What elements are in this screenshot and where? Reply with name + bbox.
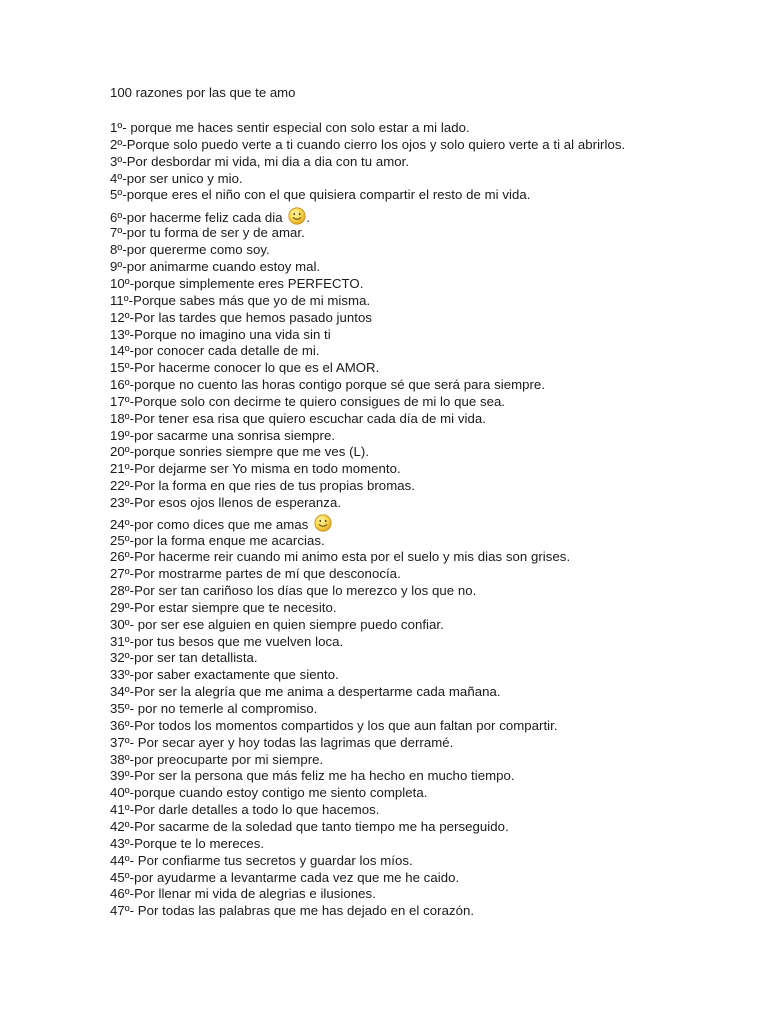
reason-text: 42º-Por sacarme de la soledad que tanto tiempo me ha perseguido.: [110, 818, 509, 834]
reason-text: 33º-por saber exactamente que siento.: [110, 667, 339, 683]
reason-line: [110, 902, 474, 919]
reason-line: [110, 494, 341, 511]
reason-text: 21º-Por dejarme ser Yo misma en todo momento.: [110, 461, 401, 477]
reason-line: [110, 514, 332, 533]
reason-line: [110, 170, 243, 187]
reason-line: [110, 207, 310, 226]
reason-text: 31º-por tus besos que me vuelven loca.: [110, 633, 344, 649]
reason-suffix: .: [306, 209, 311, 225]
reason-line: [110, 275, 363, 292]
reason-text: 22º-Por la forma en que ries de tus propias bromas.: [110, 478, 415, 494]
reason-text: 29º-Por estar siempre que te necesito.: [110, 599, 337, 615]
reason-line: [110, 258, 320, 275]
reason-text: 32º-por ser tan detallista.: [110, 650, 258, 666]
reason-text: 10º-porque simplemente eres PERFECTO.: [110, 275, 364, 291]
reason-line: [110, 885, 376, 902]
reason-line: [110, 153, 409, 170]
reason-line: [110, 751, 323, 768]
reason-line: [110, 767, 515, 784]
smiley-face-icon: [314, 514, 332, 532]
reason-line: [110, 582, 476, 599]
reason-text: 35º- por no temerle al compromiso.: [110, 701, 318, 716]
reason-text: 23º-Por esos ojos llenos de esperanza.: [110, 495, 342, 510]
reason-line: [110, 565, 401, 582]
reason-line: [110, 326, 331, 343]
reason-text: 11º-Porque sabes más que yo de mi misma.: [110, 292, 371, 308]
reason-text: 30º- por ser ese alguien en quien siempre puedo confiar.: [110, 616, 444, 632]
reason-text: 14º-por conocer cada detalle de mi.: [110, 343, 320, 359]
reason-line: [110, 309, 372, 326]
reason-text: 5º-porque eres el niño con el que quisiera compartir el resto de mi vida.: [110, 187, 531, 203]
reason-line: [110, 359, 379, 376]
reason-text: 20º-porque sonries siempre que me ves (L).: [110, 444, 370, 460]
reason-text: 8º-por quererme como soy.: [110, 242, 270, 258]
reason-text: 38º-por preocuparte por mi siempre.: [110, 751, 324, 767]
reason-text: 47º- Por todas las palabras que me has dejado en el corazón.: [110, 903, 475, 919]
reason-line: [110, 532, 325, 549]
reason-line: [110, 734, 453, 751]
reason-text: 28º-Por ser tan cariñoso los días que lo merezco y los que no.: [110, 583, 477, 599]
reason-text: 19º-por sacarme una sonrisa siempre.: [110, 427, 336, 443]
reason-line: [110, 784, 427, 801]
reason-line: [110, 633, 343, 650]
reason-text: 25º-por la forma enque me acarcias.: [110, 532, 325, 548]
reason-text: 9º-por animarme cuando estoy mal.: [110, 259, 321, 275]
reason-line: [110, 119, 470, 136]
reason-line: [110, 818, 509, 835]
reason-text: 37º- Por secar ayer y hoy todas las lagrimas que derramé.: [110, 734, 454, 750]
reason-line: [110, 666, 339, 683]
reason-line: [110, 186, 530, 203]
reason-line: [110, 649, 258, 666]
reason-line: [110, 616, 444, 633]
reason-text: 34º-Por ser la alegría que me anima a despertarme cada mañana.: [110, 684, 501, 700]
reason-text: 1º- porque me haces sentir especial con solo estar a mi lado.: [110, 120, 470, 135]
reason-text: 39º-Por ser la persona que más feliz me ha hecho en mucho tiempo.: [110, 768, 515, 784]
smiley-face-icon: [288, 207, 306, 225]
reason-text: 17º-Porque solo con decirme te quiero consigues de mi lo que sea.: [110, 393, 506, 409]
reason-line: [110, 342, 320, 359]
reason-line: [110, 801, 380, 818]
reason-text: 40º-porque cuando estoy contigo me siento completa.: [110, 785, 428, 801]
reason-text: 43º-Porque te lo mereces.: [110, 835, 265, 851]
reason-line: [110, 460, 401, 477]
reason-line: [110, 717, 558, 734]
reason-text: 27º-Por mostrarme partes de mí que desconocía.: [110, 566, 401, 582]
reason-line: [110, 136, 625, 153]
reason-text: 12º-Por las tardes que hemos pasado juntos: [110, 309, 373, 325]
reason-line: [110, 683, 501, 700]
reason-line: [110, 241, 270, 258]
reason-line: [110, 599, 337, 616]
reason-text: 13º-Porque no imagino una vida sin ti: [110, 326, 331, 342]
reason-text: 7º-por tu forma de ser y de amar.: [110, 225, 305, 241]
reason-line: [110, 700, 317, 717]
reason-text: 44º- Por confiarme tus secretos y guardar los míos.: [110, 852, 413, 868]
reason-line: [110, 427, 335, 444]
reason-text: 4º-por ser unico y mio.: [110, 170, 243, 186]
reason-text: 46º-Por llenar mi vida de alegrias e ilusiones.: [110, 886, 376, 902]
reason-line: [110, 835, 264, 852]
reason-text: 45º-por ayudarme a levantarme cada vez que me he caido.: [110, 869, 460, 885]
reason-text: 2º-Porque solo puedo verte a ti cuando cierro los ojos y solo quiero verte a ti al abrirlos.: [110, 136, 626, 152]
reason-line: [110, 443, 369, 460]
reason-text: 15º-Por hacerme conocer lo que es el AMOR.: [110, 360, 380, 376]
reason-text: 3º-Por desbordar mi vida, mi dia a dia con tu amor.: [110, 153, 410, 169]
reason-line: [110, 548, 570, 565]
reason-line: [110, 292, 370, 309]
reason-text: 6º-por hacerme feliz cada dia: [110, 209, 287, 225]
reason-text: 36º-Por todos los momentos compartidos y los que aun faltan por compartir.: [110, 717, 558, 733]
reason-text: 41º-Por darle detalles a todo lo que hacemos.: [110, 802, 380, 818]
reason-line: [110, 410, 486, 427]
reason-text: 24º-por como dices que me amas: [110, 517, 313, 532]
reason-text: 26º-Por hacerme reir cuando mi animo esta por el suelo y mis dias son grises.: [110, 549, 571, 565]
reason-text: 16º-porque no cuento las horas contigo porque sé que será para siempre.: [110, 377, 546, 393]
reason-line: [110, 852, 413, 869]
reason-line: [110, 869, 459, 886]
reason-line: [110, 393, 505, 410]
reason-line: [110, 224, 305, 241]
reason-line: [110, 477, 415, 494]
document-title: 100 razones por las que te amo: [110, 85, 296, 100]
reason-text: 18º-Por tener esa risa que quiero escuchar cada día de mi vida.: [110, 410, 486, 426]
reason-line: [110, 376, 545, 393]
